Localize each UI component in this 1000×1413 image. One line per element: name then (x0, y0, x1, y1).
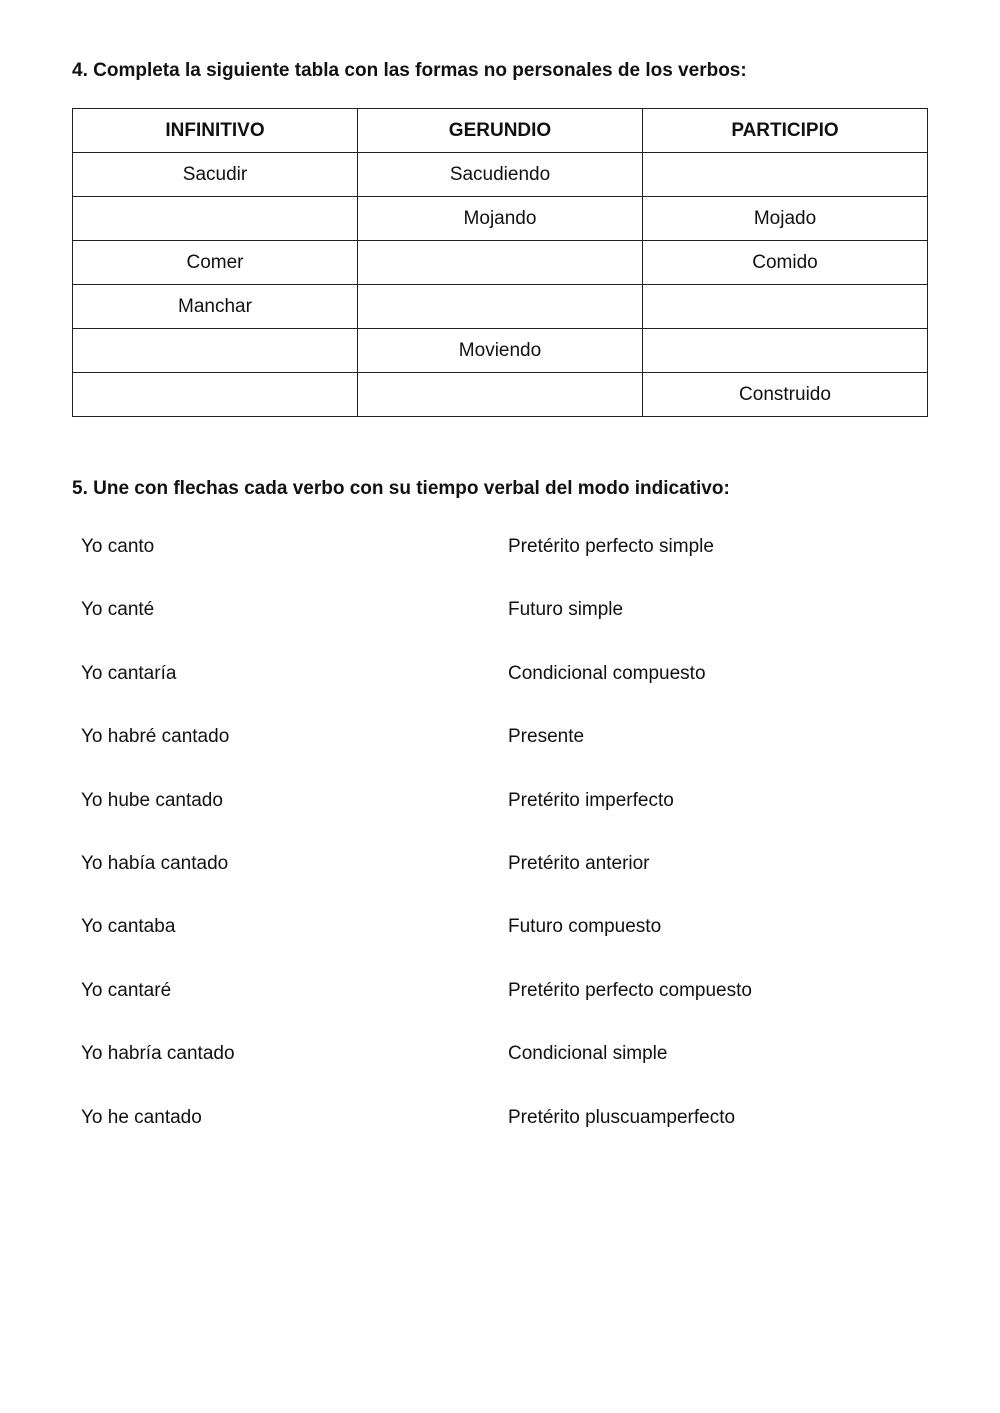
table-cell[interactable] (73, 373, 358, 417)
header-gerundio: GERUNDIO (358, 109, 643, 153)
tense-item[interactable]: Pretérito imperfecto (508, 789, 674, 811)
verb-item[interactable]: Yo canté (81, 599, 155, 621)
table-cell[interactable]: Comido (643, 241, 928, 285)
list-item (0, 916, 1000, 979)
table-row (73, 285, 928, 329)
table-cell[interactable] (643, 285, 928, 329)
verb-forms-table (72, 108, 928, 417)
table-cell[interactable] (643, 153, 928, 197)
tense-item[interactable]: Condicional simple (508, 1043, 668, 1065)
table-row (73, 373, 928, 417)
table-row (73, 241, 928, 285)
tense-item[interactable]: Pretérito pluscuamperfecto (508, 1106, 736, 1128)
table-row (73, 329, 928, 373)
exercise-5-title: 5. Une con flechas cada verbo con su tiempo verbal del modo indicativo: (72, 478, 730, 499)
table-cell[interactable]: Sacudiendo (358, 153, 643, 197)
verb-item[interactable]: Yo habría cantado (81, 1043, 235, 1065)
verb-item[interactable]: Yo hube cantado (81, 789, 223, 811)
table-cell[interactable] (358, 285, 643, 329)
table-cell[interactable]: Moviendo (358, 329, 643, 373)
list-item (0, 1043, 1000, 1106)
table-cell[interactable] (73, 329, 358, 373)
table-cell[interactable]: Mojado (643, 197, 928, 241)
tense-item[interactable]: Pretérito perfecto simple (508, 536, 714, 557)
verb-item[interactable]: Yo habré cantado (81, 726, 230, 748)
header-participio: PARTICIPIO (643, 109, 928, 153)
table-cell[interactable]: Comer (73, 241, 358, 285)
table-row (73, 153, 928, 197)
tense-item[interactable]: Futuro compuesto (508, 916, 662, 938)
table-cell[interactable] (643, 329, 928, 373)
verb-item[interactable]: Yo cantaré (81, 979, 172, 1001)
verb-item[interactable]: Yo cantaba (81, 916, 176, 938)
tense-item[interactable]: Pretérito anterior (508, 852, 650, 874)
tense-item[interactable]: Pretérito perfecto compuesto (508, 979, 752, 1001)
verb-item[interactable]: Yo he cantado (81, 1106, 202, 1128)
list-item (0, 1107, 1000, 1170)
table-cell[interactable] (73, 197, 358, 241)
table-cell[interactable]: Construido (643, 373, 928, 417)
table-cell[interactable] (358, 373, 643, 417)
tense-item[interactable]: Futuro simple (508, 599, 624, 621)
table-cell[interactable]: Sacudir (73, 153, 358, 197)
verb-item[interactable]: Yo canto (81, 536, 155, 557)
table-cell[interactable] (358, 241, 643, 285)
table-header-row (73, 109, 928, 153)
list-item (0, 663, 1000, 726)
table-cell[interactable]: Mojando (358, 197, 643, 241)
list-item (0, 599, 1000, 662)
table-row (73, 197, 928, 241)
table-cell[interactable]: Manchar (73, 285, 358, 329)
matching-list (0, 536, 1000, 1170)
tense-item[interactable]: Presente (508, 726, 585, 748)
list-item (0, 853, 1000, 916)
tense-item[interactable]: Condicional compuesto (508, 662, 706, 684)
verb-item[interactable]: Yo había cantado (81, 852, 229, 874)
list-item (0, 790, 1000, 853)
list-item (0, 536, 1000, 599)
verb-item[interactable]: Yo cantaría (81, 662, 177, 684)
list-item (0, 726, 1000, 789)
header-infinitivo: INFINITIVO (73, 109, 358, 153)
list-item (0, 980, 1000, 1043)
exercise-4-title: 4. Completa la siguiente tabla con las formas no personales de los verbos: (72, 60, 747, 81)
